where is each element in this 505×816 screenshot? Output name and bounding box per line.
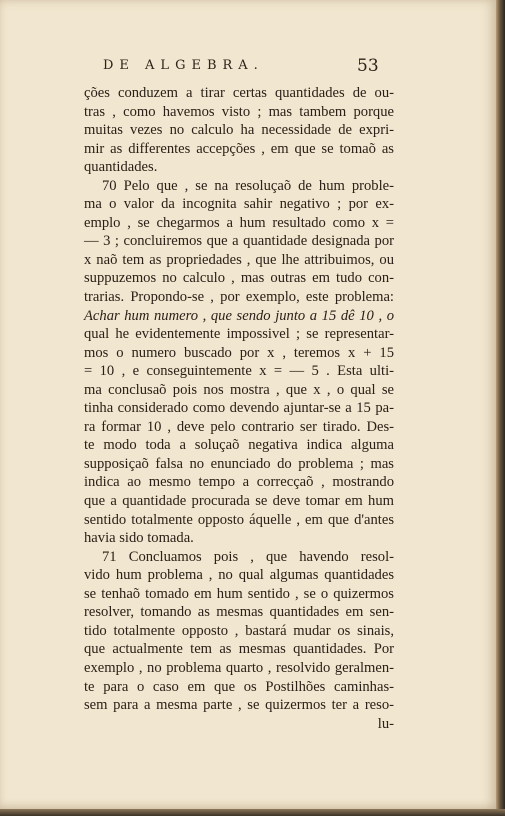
page-edge <box>496 0 505 816</box>
running-title: DE ALGEBRA. <box>103 58 264 73</box>
text-line: sentido totalmente opposto áquelle , em que d'antes <box>84 511 394 528</box>
text-line: mir as differentes accepções , em que se tomaõ as <box>84 140 394 157</box>
catchword: lu- <box>377 715 394 732</box>
text-line: ma conclusaõ pois nos mostra , que x , o qual se <box>84 381 394 398</box>
text-line: que a quantidade procurada se deve tomar em hum <box>84 493 394 510</box>
text-line: vido hum problema , no qual algumas quantidades <box>84 567 394 584</box>
text-line: supposiçaõ falsa no enunciado do problema ; mas <box>84 455 394 472</box>
text-line: quantidades. <box>84 159 158 176</box>
text-line: x naõ tem as propriedades , que lhe attribuimos, ou <box>84 251 394 268</box>
text-line: qual he evidentemente impossivel ; se representar- <box>84 326 394 343</box>
text-line-italic: Achar hum numero , que sendo junto a 15 dê 10 , o <box>84 307 394 324</box>
text-line: exemplo , no problema quarto , resolvido geralmen- <box>84 659 394 676</box>
page-number: 53 <box>357 56 379 76</box>
text-line: indica ao mesmo tempo a correcçaõ , mostrando <box>84 474 394 491</box>
text-line: mos o numero buscado por x , teremos x + 15 <box>84 344 394 361</box>
text-line: ções conduzem a tirar certas quantidades de ou- <box>84 85 394 101</box>
text-line: — 3 ; concluiremos que a quantidade designada por <box>84 233 394 250</box>
text-line: havia sido tomada. <box>84 530 194 547</box>
page-header <box>0 56 497 80</box>
text-line: que actualmente tem as mesmas quantidades. Por <box>84 641 394 658</box>
text-line: se tenhaõ tomado em hum sentido , se o quizermos <box>84 585 394 602</box>
text-line: tido totalmente opposto , bastará mudar os sinais, <box>84 622 394 639</box>
text-line: sem para a mesma parte , se quizermos ter a reso- <box>84 697 394 714</box>
text-line: ma o valor da incognita sahir negativo ; por ex- <box>84 196 394 213</box>
text-body <box>84 84 394 733</box>
text-line: suppuzemos no calculo , mas outras em tudo con- <box>84 270 394 287</box>
text-line: ra formar 10 , deve pelo contrario ser tirado. Des- <box>84 418 394 435</box>
text-line: te modo toda a soluçaõ negativa indica alguma <box>84 437 394 454</box>
text-line: muitas vezes no calculo ha necessidade de expri- <box>84 122 394 139</box>
text-line: trarias. Propondo-se , por exemplo, este problema: <box>84 289 394 306</box>
text-line: tinha considerado como devendo ajuntar-se a 15 pa- <box>84 400 394 417</box>
text-line: te para o caso em que os Postilhões caminhas- <box>84 678 394 695</box>
text-line: = 10 , e conseguintemente x = — 5 . Esta ulti- <box>84 363 394 380</box>
text-line: tras , como havemos visto ; mas tambem porque <box>84 103 394 120</box>
text-line: 71 Concluamos pois , que havendo resol- <box>102 548 394 565</box>
text-line: resolver, tomando as mesmas quantidades em sen- <box>84 604 394 621</box>
text-line: emplo , se chegarmos a hum resultado como x = <box>84 214 394 231</box>
page-bottom-edge <box>0 809 505 816</box>
text-line: 70 Pelo que , se na resoluçaõ de hum proble- <box>102 177 394 194</box>
